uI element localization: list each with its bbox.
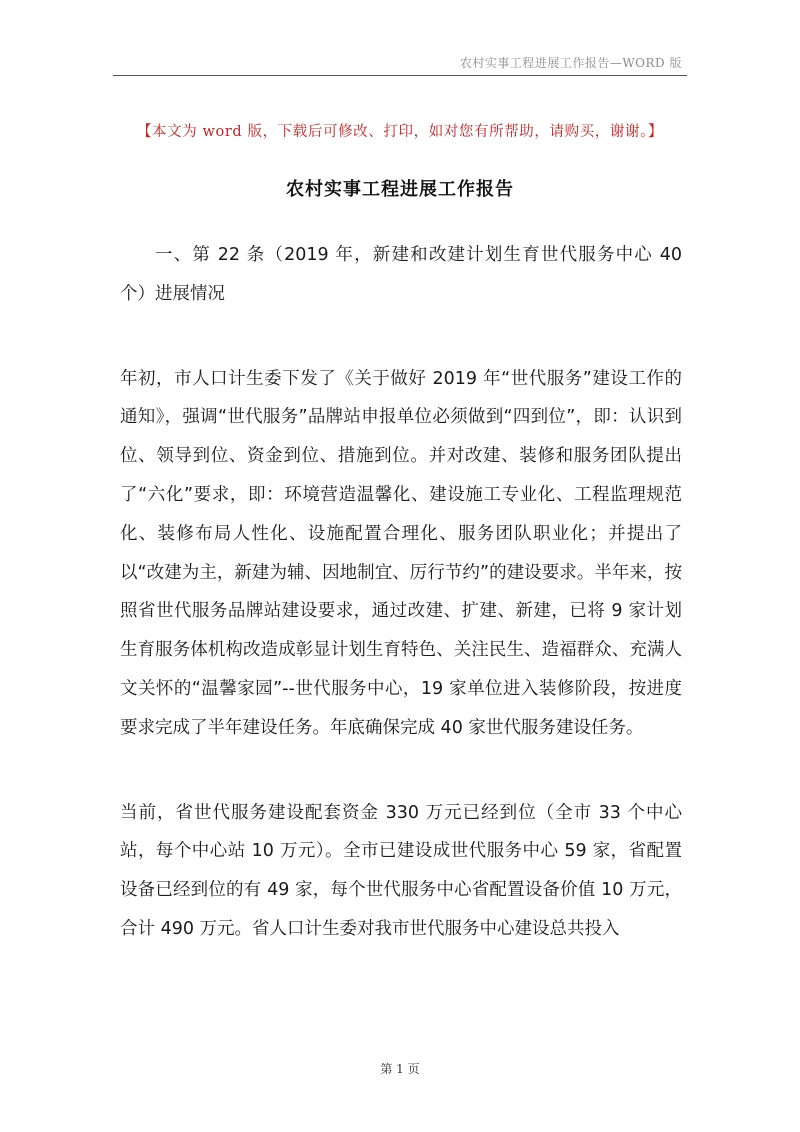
document-title: 农村实事工程进展工作报告 bbox=[286, 179, 514, 200]
document-body bbox=[120, 236, 682, 995]
header-divider bbox=[113, 75, 687, 76]
section-heading: 一、第 22 条（2019 年，新建和改建计划生育世代服务中心 40 个）进展情况 bbox=[120, 245, 682, 304]
body-paragraph: 年初，市人口计生委下发了《关于做好 2019 年“世代服务”建设工作的通知》，强调“世代服务”品牌站申报单位必须做到“四到位”，即：认识到位、领导到位、资金到位、措施到位。并对改建、装修和服务团队提出了“六化”要求，即：环境营造温馨化、建设施工专业化、工程监理规范化、装修布局人性化、设施配置合理化、服务团队职业化；并提出了以“改建为主，新建为辅、因地制宜、厉行节约”的建设要求。半年来，按照省世代服务品牌站建设要求，通过改建、扩建、新建，已将 9 家计划生育服务体机构改造成彰显计划生育特色、关注民生、造福群众、充满人文关怀的“温馨家园”--世代服务中心，19 家单位进入装修阶段，按进度要求完成了半年建设任务。年底确保完成 40 家世代服务建设任务。 bbox=[120, 368, 682, 738]
purchase-notice: 【本文为 word 版，下载后可修改、打印，如对您有所帮助，请购买，谢谢。】 bbox=[136, 124, 664, 140]
page-number: 第 1 页 bbox=[380, 1062, 420, 1076]
body-paragraph: 当前，省世代服务建设配套资金 330 万元已经到位（全市 33 个中心站，每个中心站 10 万元）。全市已建设成世代服务中心 59 家，省配置设备已经到位的有 49 家，每个世代服务中心省配置设备价值 10 万元，合计 490 万元。省人口计生委对我市世代服务中心建设总共投入 bbox=[120, 802, 682, 939]
running-header: 农村实事工程进展工作报告—WORD 版 bbox=[459, 56, 682, 70]
